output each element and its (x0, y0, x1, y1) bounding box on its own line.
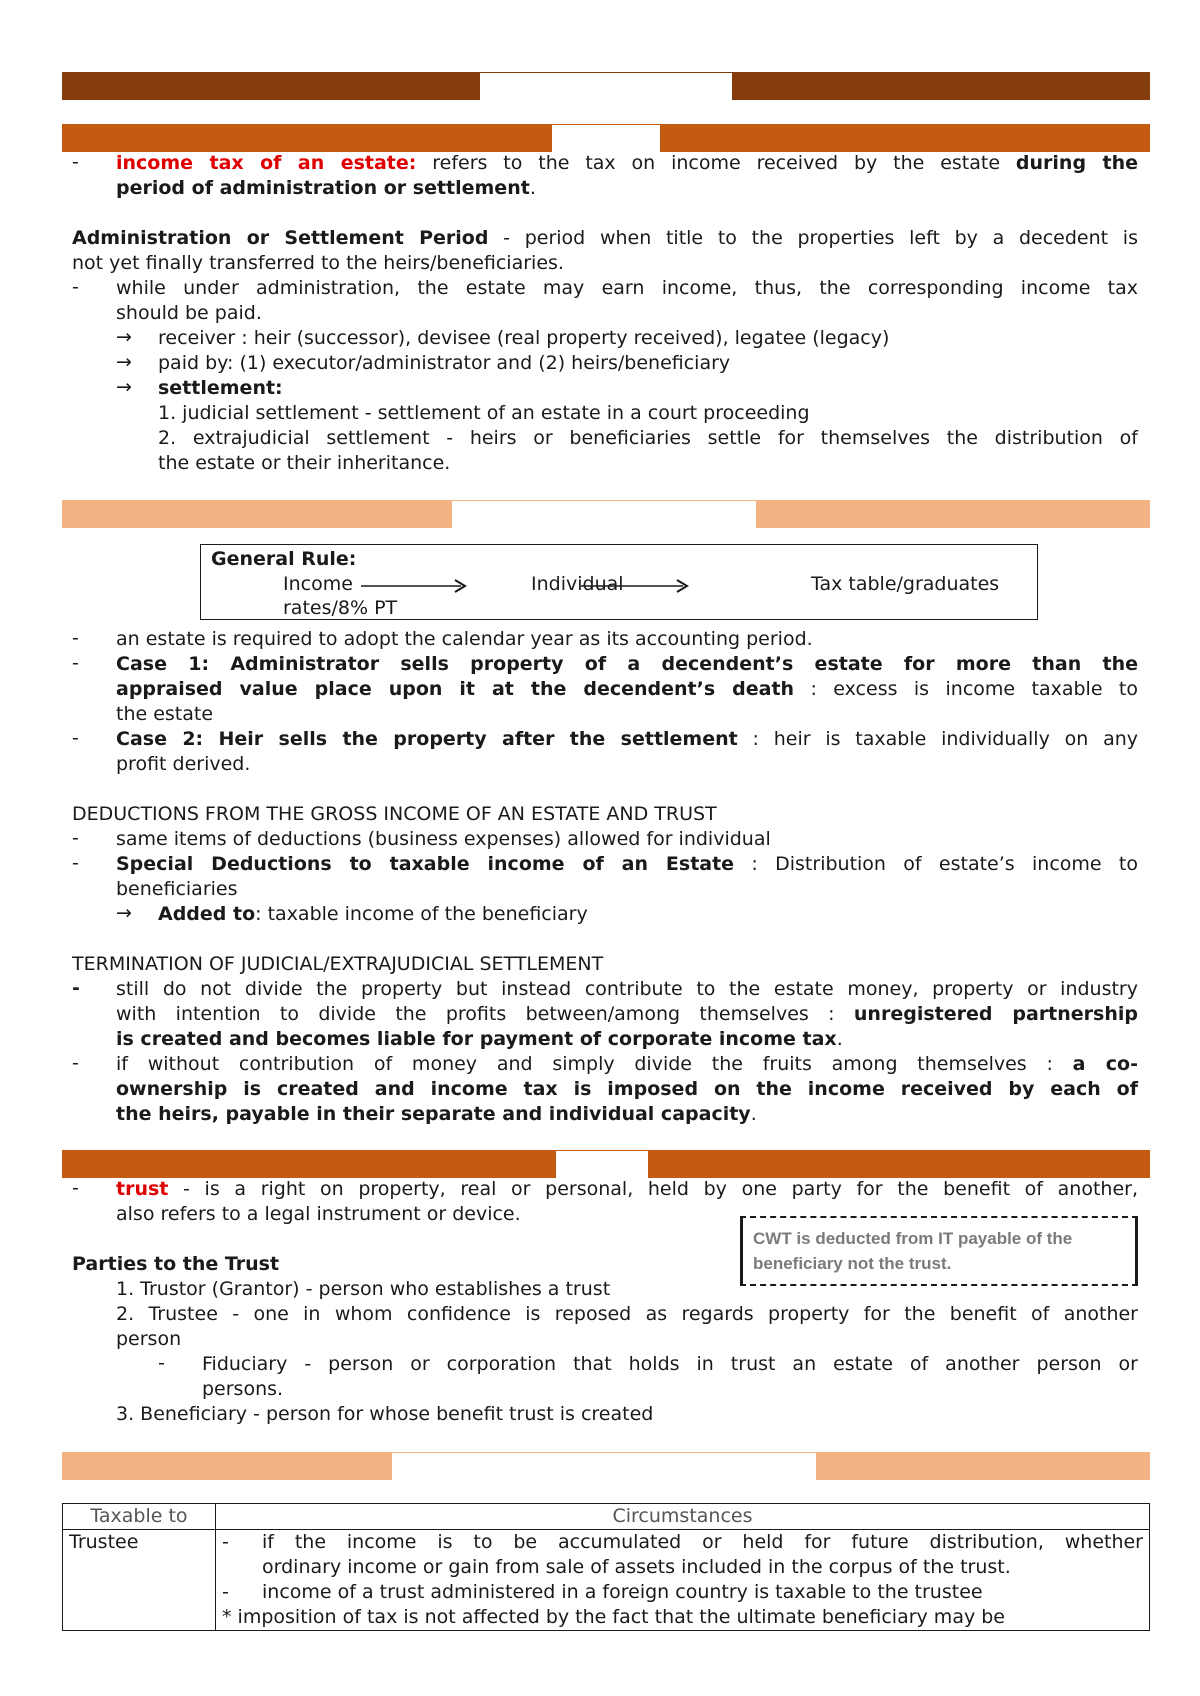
bullet-dash: - (72, 852, 79, 874)
rule-arrow-1 (361, 579, 471, 593)
termination-bullet-2-cont: ownership is created and income tax is imposed on the income received by each of (116, 1078, 1138, 1100)
general-rule-title: General Rule: (211, 548, 357, 570)
bullet-dash: - (72, 1177, 79, 1199)
termination-bullet-1: still do not divide the property but instead contribute to the estate money, property or industry (116, 978, 1138, 1000)
deductions-bullet-1: same items of deductions (business expenses) allowed for individual (116, 828, 771, 850)
arrow-icon: → (116, 376, 132, 398)
arrow-icon: → (116, 351, 132, 373)
case-1-cont-2: the estate (116, 703, 214, 725)
case-1: Case 1: Administrator sells property of a decendent’s estate for more than the (116, 653, 1138, 675)
taxable-table (62, 1503, 1150, 1631)
admin-bullet-1-cont: should be paid. (116, 302, 262, 324)
bullet-dash: - (72, 977, 80, 999)
fiduciary-def-cont: persons. (202, 1378, 284, 1400)
general-rule-box (200, 544, 1038, 620)
case-2-cont: profit derived. (116, 753, 251, 775)
party-beneficiary: 3. Beneficiary - person for whose benefit trust is created (116, 1403, 654, 1425)
rule-individual: Individual (531, 573, 624, 595)
extrajudicial-settlement: 2. extrajudicial settlement - heirs or beneficiaries settle for themselves the distribution of (158, 427, 1138, 449)
bullet-dash: - (72, 151, 79, 173)
estate-income-tax-def: income tax of an estate: refers to the tax on income received by the estate during the (116, 152, 1138, 174)
section-bar-estate (62, 124, 1150, 152)
arrow-icon: → (116, 326, 132, 348)
estate-income-tax-def-cont: period of administration or settlement. (116, 177, 536, 199)
bullet-dash: - (72, 276, 79, 298)
termination-heading: TERMINATION OF JUDICIAL/EXTRAJUDICIAL SETTLEMENT (72, 953, 604, 975)
section-bar-taxation (62, 500, 1150, 528)
col-taxable-to: Taxable to (63, 1504, 216, 1530)
bullet-dash: - (72, 627, 79, 649)
trustee-circ-1-cont: ordinary income or gain from sale of assets included in the corpus of the trust. (262, 1556, 1011, 1578)
parties-heading: Parties to the Trust (72, 1253, 280, 1275)
admin-period-def: Administration or Settlement Period - period when title to the properties left by a decedent is (72, 227, 1138, 249)
rule-arrow-2 (581, 579, 693, 593)
table-row (63, 1530, 1150, 1631)
termination-bullet-1-cont-2: is created and becomes liable for payment of corporate income tax. (116, 1028, 843, 1050)
col-circumstances: Circumstances (216, 1504, 1150, 1530)
party-trustee-cont: person (116, 1328, 182, 1350)
bullet-dash: - (158, 1352, 165, 1374)
paid-by-item: paid by: (1) executor/administrator and (2) heirs/beneficiary (158, 352, 731, 374)
deductions-bullet-2-cont: beneficiaries (116, 878, 238, 900)
trust-def-cont: also refers to a legal instrument or device. (116, 1203, 521, 1225)
admin-bullet-1: while under administration, the estate may earn income, thus, the corresponding income tax (116, 277, 1138, 299)
section-bar-taxation-trust (62, 1452, 1150, 1480)
case-2: Case 2: Heir sells the property after the settlement : heir is taxable individually on any (116, 728, 1139, 750)
extrajudicial-settlement-cont: the estate or their inheritance. (158, 452, 451, 474)
receiver-item: receiver : heir (successor), devisee (real property received), legatee (legacy) (158, 327, 890, 349)
settlement-item: settlement: (158, 377, 283, 399)
party-trustor: 1. Trustor (Grantor) - person who establishes a trust (116, 1278, 611, 1300)
termination-bullet-2: if without contribution of money and simply divide the fruits among themselves : a co- (116, 1053, 1138, 1075)
bullet-dash: - (72, 1052, 79, 1074)
section-bar-title (62, 72, 1150, 100)
bullet-dash: - (222, 1531, 229, 1553)
termination-bullet-1-cont: with intention to divide the profits between/among themselves : unregistered partnership (116, 1003, 1138, 1025)
admin-period-def-cont: not yet finally transferred to the heirs/beneficiaries. (72, 252, 564, 274)
party-trustee: 2. Trustee - one in whom confidence is reposed as regards property for the benefit of another (116, 1303, 1138, 1325)
deductions-heading: DEDUCTIONS FROM THE GROSS INCOME OF AN ESTATE AND TRUST (72, 803, 717, 825)
trustee-circ-note: * imposition of tax is not affected by the fact that the ultimate beneficiary may be (222, 1606, 1005, 1628)
trustee-circ-2: income of a trust administered in a foreign country is taxable to the trustee (262, 1581, 983, 1603)
trustee-circ-1: if the income is to be accumulated or held for future distribution, whether (262, 1531, 1143, 1553)
bullet-dash: - (72, 727, 79, 749)
trust-def: trust - is a right on property, real or personal, held by one party for the benefit of another, (116, 1178, 1138, 1200)
added-to-item: Added to: taxable income of the beneficiary (158, 903, 588, 925)
bullet-dash: - (72, 652, 79, 674)
rule-tax-table: Tax table/graduates (811, 573, 1000, 595)
section-bar-trust (62, 1150, 1150, 1178)
deductions-bullet-2: Special Deductions to taxable income of an Estate : Distribution of estate’s income to (116, 853, 1138, 875)
bullet-dash: - (72, 827, 79, 849)
arrow-icon: → (116, 902, 132, 924)
case-1-cont: appraised value place upon it at the decendent’s death : excess is income taxable to (116, 678, 1138, 700)
termination-bullet-2-cont-2: the heirs, payable in their separate and individual capacity. (116, 1103, 757, 1125)
cwt-note-box: CWT is deducted from IT payable of the beneficiary not the trust. (740, 1216, 1138, 1286)
table-header-row (63, 1504, 1150, 1530)
rule-rates: rates/8% PT (283, 597, 398, 619)
calendar-year-rule: an estate is required to adopt the calendar year as its accounting period. (116, 628, 813, 650)
judicial-settlement: 1. judicial settlement - settlement of an estate in a court proceeding (158, 402, 810, 424)
bullet-dash: - (222, 1581, 229, 1603)
fiduciary-def: Fiduciary - person or corporation that holds in trust an estate of another person or (202, 1353, 1138, 1375)
rule-income: Income (283, 573, 353, 595)
row-trustee-circumstances (216, 1530, 1150, 1631)
row-trustee-label: Trustee (63, 1530, 216, 1631)
